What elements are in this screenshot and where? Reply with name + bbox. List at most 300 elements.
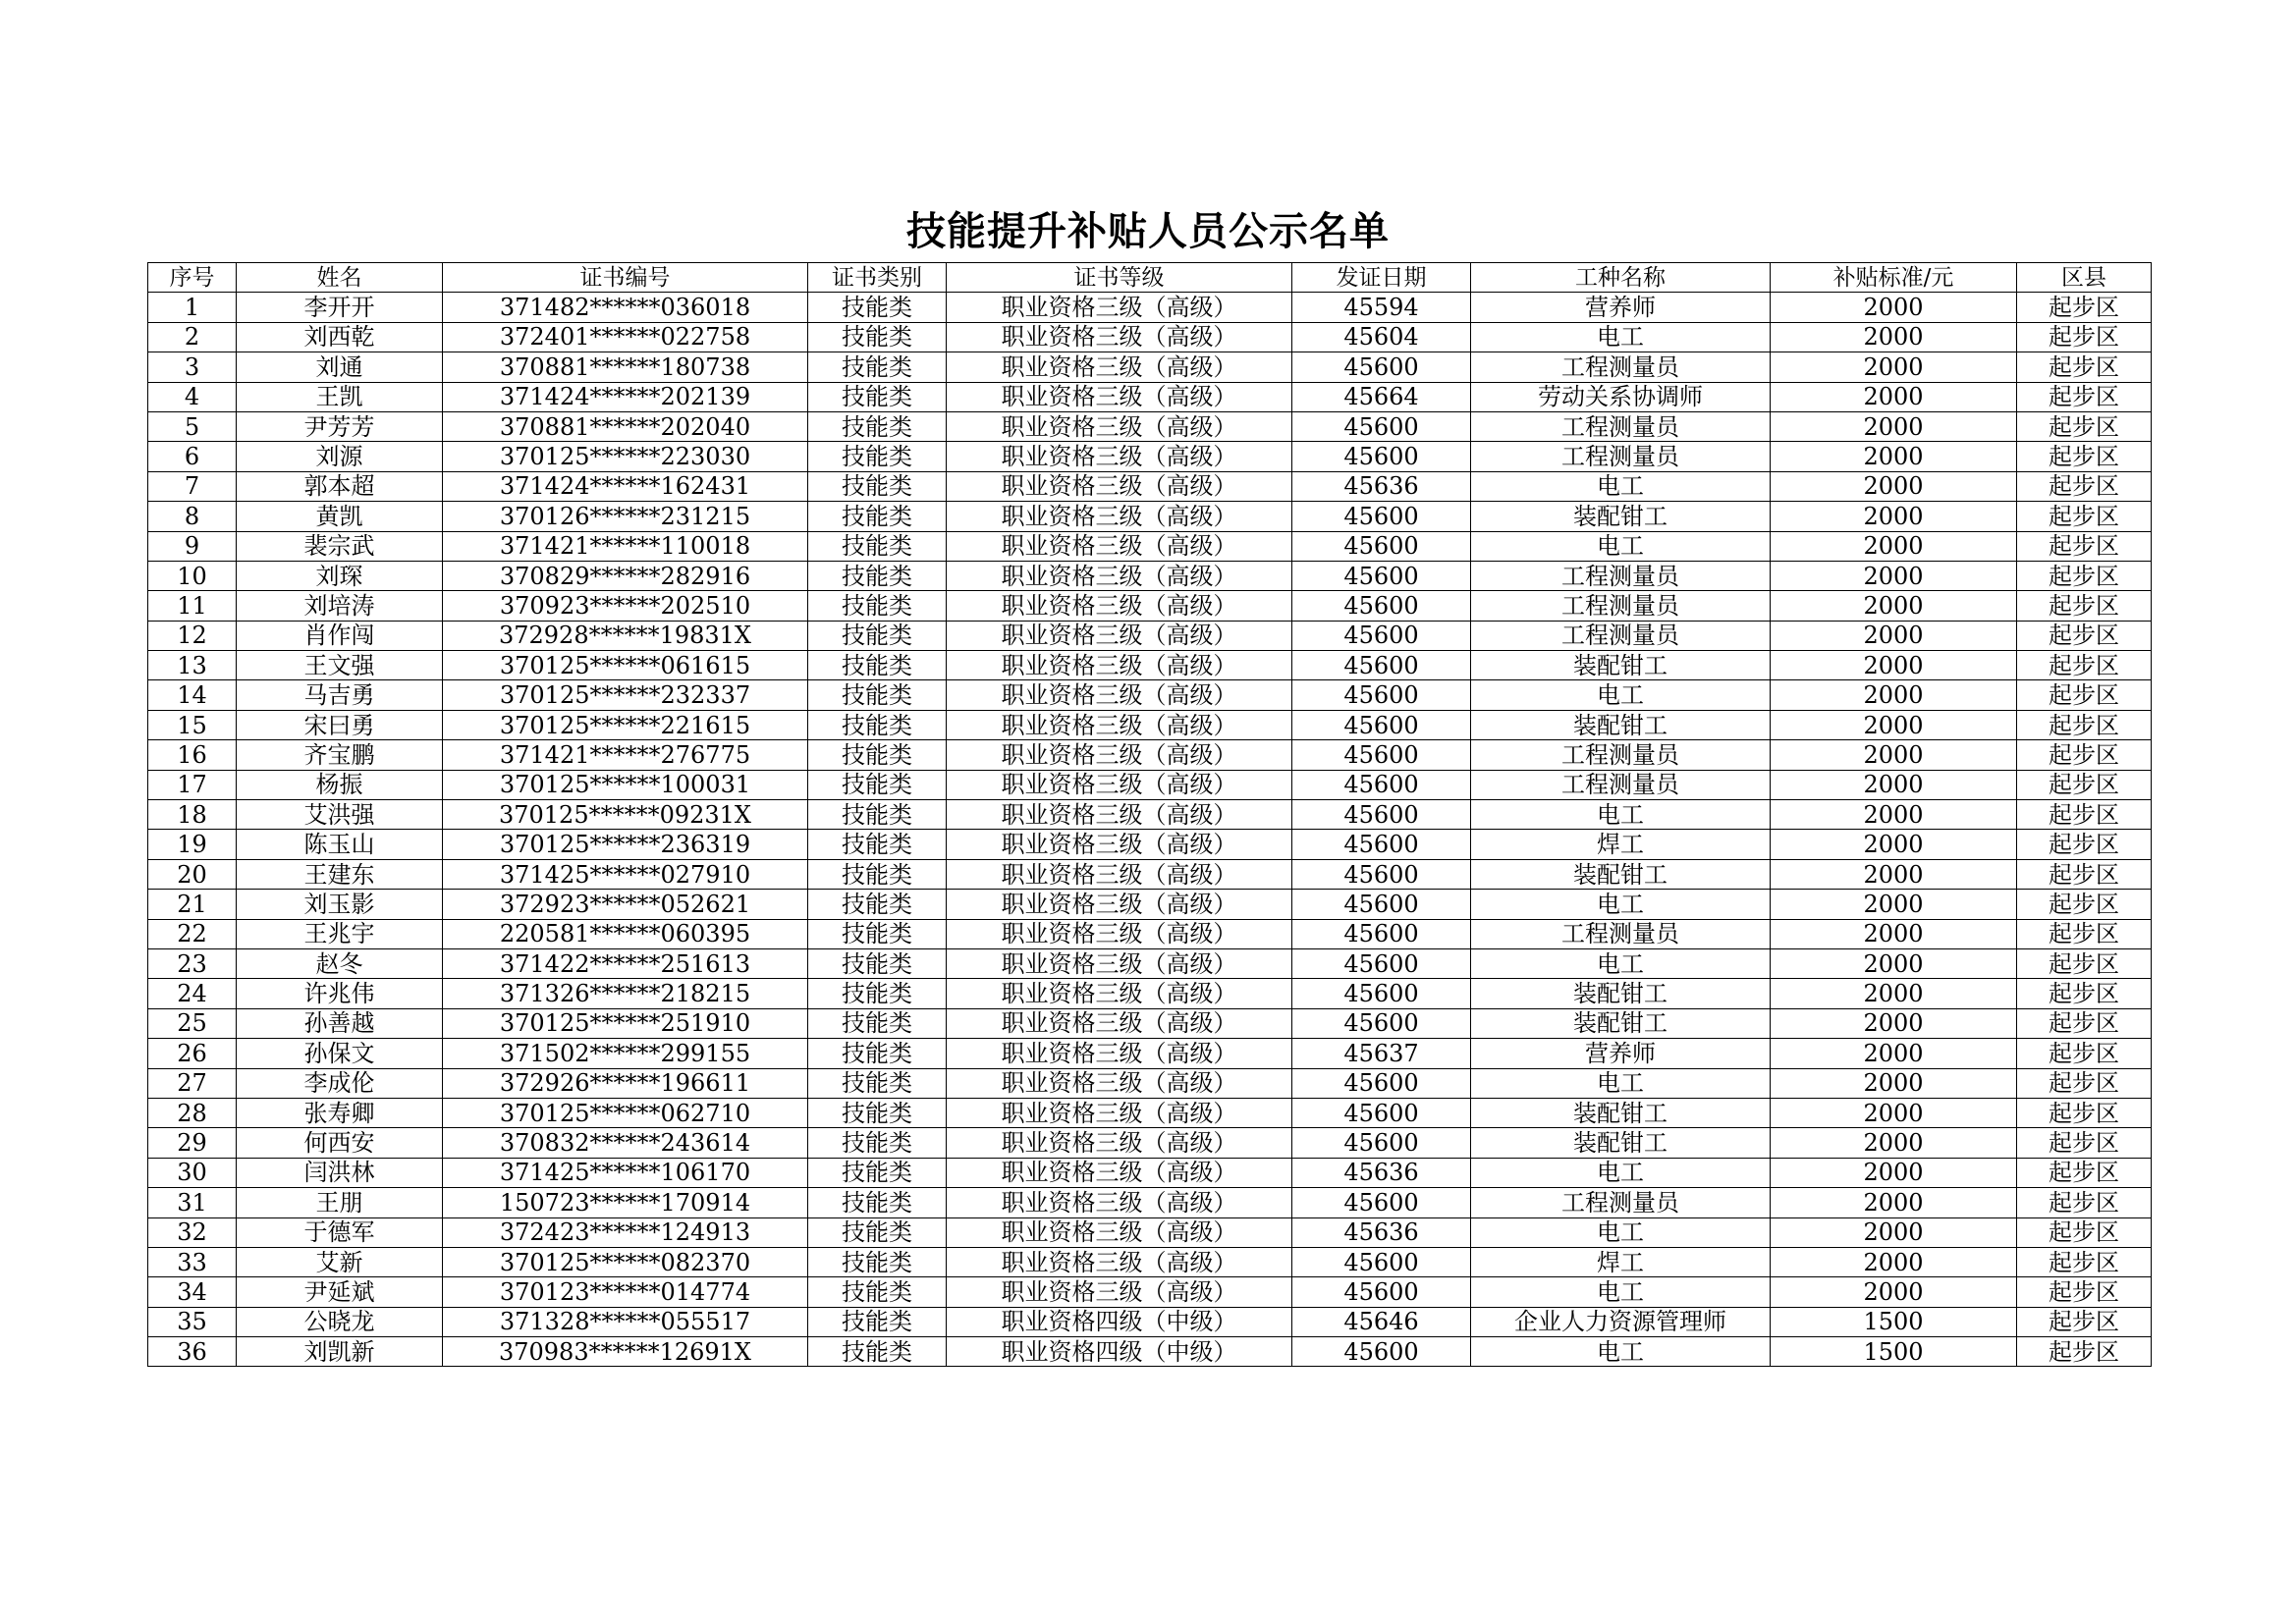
- index-cell: 34: [148, 1277, 237, 1307]
- subsidy-amount-cell: 2000: [1771, 293, 2017, 322]
- index-cell: 20: [148, 859, 237, 889]
- district-cell: 起步区: [2017, 919, 2152, 948]
- index-cell: 4: [148, 382, 237, 411]
- certificate-category-cell: 技能类: [808, 1068, 947, 1098]
- table-row: [148, 979, 2152, 1008]
- certificate-category-cell: 技能类: [808, 293, 947, 322]
- index-cell: 36: [148, 1337, 237, 1367]
- header-certificate-category: 证书类别: [808, 263, 947, 293]
- index-cell: 10: [148, 561, 237, 590]
- district-cell: 起步区: [2017, 979, 2152, 1008]
- subsidy-amount-cell: 2000: [1771, 948, 2017, 978]
- index-cell: 29: [148, 1128, 237, 1158]
- occupation-cell: 营养师: [1471, 293, 1771, 322]
- district-cell: 起步区: [2017, 293, 2152, 322]
- occupation-cell: 装配钳工: [1471, 502, 1771, 531]
- certificate-category-cell: 技能类: [808, 1098, 947, 1127]
- certificate-category-cell: 技能类: [808, 651, 947, 680]
- name-cell: 陈玉山: [237, 830, 443, 859]
- name-cell: 艾新: [237, 1247, 443, 1276]
- subsidy-amount-cell: 2000: [1771, 1217, 2017, 1247]
- district-cell: 起步区: [2017, 830, 2152, 859]
- certificate-number-cell: 371328******055517: [443, 1307, 808, 1336]
- name-cell: 刘通: [237, 352, 443, 382]
- index-cell: 23: [148, 948, 237, 978]
- name-cell: 尹芳芳: [237, 411, 443, 441]
- name-cell: 何西安: [237, 1128, 443, 1158]
- index-cell: 26: [148, 1039, 237, 1068]
- certificate-category-cell: 技能类: [808, 1337, 947, 1367]
- certificate-level-cell: 职业资格三级（高级）: [947, 352, 1292, 382]
- certificate-number-cell: 370832******243614: [443, 1128, 808, 1158]
- certificate-number-cell: 371424******162431: [443, 471, 808, 501]
- index-cell: 30: [148, 1158, 237, 1187]
- occupation-cell: 电工: [1471, 531, 1771, 561]
- certificate-category-cell: 技能类: [808, 1158, 947, 1187]
- certificate-level-cell: 职业资格三级（高级）: [947, 1039, 1292, 1068]
- index-cell: 16: [148, 740, 237, 770]
- certificate-level-cell: 职业资格三级（高级）: [947, 1247, 1292, 1276]
- header-certificate-number: 证书编号: [443, 263, 808, 293]
- issue-date-cell: 45600: [1292, 948, 1471, 978]
- certificate-number-cell: 371482******036018: [443, 293, 808, 322]
- subsidy-amount-cell: 2000: [1771, 740, 2017, 770]
- certificate-category-cell: 技能类: [808, 710, 947, 739]
- table-row: [148, 1039, 2152, 1068]
- district-cell: 起步区: [2017, 890, 2152, 919]
- occupation-cell: 装配钳工: [1471, 979, 1771, 1008]
- certificate-category-cell: 技能类: [808, 561, 947, 590]
- district-cell: 起步区: [2017, 411, 2152, 441]
- subsidy-amount-cell: 2000: [1771, 770, 2017, 799]
- certificate-level-cell: 职业资格三级（高级）: [947, 621, 1292, 650]
- certificate-level-cell: 职业资格三级（高级）: [947, 680, 1292, 710]
- certificate-level-cell: 职业资格三级（高级）: [947, 1158, 1292, 1187]
- certificate-number-cell: 370125******251910: [443, 1008, 808, 1038]
- index-cell: 31: [148, 1188, 237, 1217]
- name-cell: 王凯: [237, 382, 443, 411]
- name-cell: 张寿卿: [237, 1098, 443, 1127]
- index-cell: 19: [148, 830, 237, 859]
- name-cell: 孙善越: [237, 1008, 443, 1038]
- district-cell: 起步区: [2017, 1217, 2152, 1247]
- issue-date-cell: 45600: [1292, 859, 1471, 889]
- occupation-cell: 电工: [1471, 1068, 1771, 1098]
- certificate-level-cell: 职业资格三级（高级）: [947, 293, 1292, 322]
- occupation-cell: 工程测量员: [1471, 621, 1771, 650]
- certificate-category-cell: 技能类: [808, 411, 947, 441]
- district-cell: 起步区: [2017, 1128, 2152, 1158]
- issue-date-cell: 45600: [1292, 1277, 1471, 1307]
- certificate-number-cell: 370125******100031: [443, 770, 808, 799]
- certificate-category-cell: 技能类: [808, 382, 947, 411]
- certificate-number-cell: 371421******276775: [443, 740, 808, 770]
- issue-date-cell: 45600: [1292, 1247, 1471, 1276]
- occupation-cell: 装配钳工: [1471, 651, 1771, 680]
- name-cell: 闫洪林: [237, 1158, 443, 1187]
- index-cell: 21: [148, 890, 237, 919]
- certificate-number-cell: 370125******236319: [443, 830, 808, 859]
- table-row: [148, 1217, 2152, 1247]
- certificate-number-cell: 220581******060395: [443, 919, 808, 948]
- certificate-category-cell: 技能类: [808, 621, 947, 650]
- certificate-category-cell: 技能类: [808, 442, 947, 471]
- name-cell: 刘玉影: [237, 890, 443, 919]
- certificate-level-cell: 职业资格三级（高级）: [947, 411, 1292, 441]
- certificate-category-cell: 技能类: [808, 1217, 947, 1247]
- certificate-category-cell: 技能类: [808, 919, 947, 948]
- table-row: [148, 322, 2152, 352]
- subsidy-amount-cell: 2000: [1771, 1008, 2017, 1038]
- name-cell: 孙保文: [237, 1039, 443, 1068]
- table-row: [148, 1098, 2152, 1127]
- certificate-level-cell: 职业资格三级（高级）: [947, 1098, 1292, 1127]
- certificate-level-cell: 职业资格三级（高级）: [947, 710, 1292, 739]
- name-cell: 许兆伟: [237, 979, 443, 1008]
- district-cell: 起步区: [2017, 859, 2152, 889]
- name-cell: 刘西乾: [237, 322, 443, 352]
- subsidy-amount-cell: 2000: [1771, 1158, 2017, 1187]
- occupation-cell: 营养师: [1471, 1039, 1771, 1068]
- issue-date-cell: 45600: [1292, 561, 1471, 590]
- table-row: [148, 830, 2152, 859]
- occupation-cell: 工程测量员: [1471, 591, 1771, 621]
- certificate-number-cell: 370125******232337: [443, 680, 808, 710]
- table-row: [148, 680, 2152, 710]
- certificate-category-cell: 技能类: [808, 1188, 947, 1217]
- issue-date-cell: 45636: [1292, 471, 1471, 501]
- certificate-level-cell: 职业资格三级（高级）: [947, 471, 1292, 501]
- table-row: [148, 859, 2152, 889]
- issue-date-cell: 45600: [1292, 800, 1471, 830]
- district-cell: 起步区: [2017, 442, 2152, 471]
- occupation-cell: 工程测量员: [1471, 411, 1771, 441]
- certificate-number-cell: 372401******022758: [443, 322, 808, 352]
- occupation-cell: 电工: [1471, 948, 1771, 978]
- subsidy-amount-cell: 2000: [1771, 322, 2017, 352]
- occupation-cell: 装配钳工: [1471, 1128, 1771, 1158]
- certificate-number-cell: 372423******124913: [443, 1217, 808, 1247]
- certificate-category-cell: 技能类: [808, 1039, 947, 1068]
- certificate-category-cell: 技能类: [808, 322, 947, 352]
- issue-date-cell: 45600: [1292, 1008, 1471, 1038]
- index-cell: 13: [148, 651, 237, 680]
- table-row: [148, 442, 2152, 471]
- header-occupation: 工种名称: [1471, 263, 1771, 293]
- certificate-number-cell: 370881******202040: [443, 411, 808, 441]
- index-cell: 28: [148, 1098, 237, 1127]
- table-body: [148, 293, 2152, 1367]
- occupation-cell: 工程测量员: [1471, 770, 1771, 799]
- certificate-number-cell: 370125******223030: [443, 442, 808, 471]
- issue-date-cell: 45604: [1292, 322, 1471, 352]
- issue-date-cell: 45600: [1292, 740, 1471, 770]
- occupation-cell: 电工: [1471, 800, 1771, 830]
- district-cell: 起步区: [2017, 1188, 2152, 1217]
- header-index: 序号: [148, 263, 237, 293]
- name-cell: 齐宝鹏: [237, 740, 443, 770]
- certificate-level-cell: 职业资格四级（中级）: [947, 1307, 1292, 1336]
- table-row: [148, 948, 2152, 978]
- name-cell: 李开开: [237, 293, 443, 322]
- certificate-category-cell: 技能类: [808, 1277, 947, 1307]
- index-cell: 5: [148, 411, 237, 441]
- certificate-number-cell: 371424******202139: [443, 382, 808, 411]
- occupation-cell: 电工: [1471, 322, 1771, 352]
- name-cell: 赵冬: [237, 948, 443, 978]
- certificate-number-cell: 372926******196611: [443, 1068, 808, 1098]
- name-cell: 郭本超: [237, 471, 443, 501]
- certificate-number-cell: 370125******221615: [443, 710, 808, 739]
- occupation-cell: 焊工: [1471, 830, 1771, 859]
- subsidy-amount-cell: 2000: [1771, 591, 2017, 621]
- certificate-category-cell: 技能类: [808, 740, 947, 770]
- subsidy-amount-cell: 2000: [1771, 561, 2017, 590]
- certificate-number-cell: 370881******180738: [443, 352, 808, 382]
- name-cell: 王建东: [237, 859, 443, 889]
- occupation-cell: 电工: [1471, 1158, 1771, 1187]
- certificate-number-cell: 150723******170914: [443, 1188, 808, 1217]
- certificate-category-cell: 技能类: [808, 770, 947, 799]
- table-row: [148, 1158, 2152, 1187]
- district-cell: 起步区: [2017, 710, 2152, 739]
- certificate-level-cell: 职业资格三级（高级）: [947, 1277, 1292, 1307]
- district-cell: 起步区: [2017, 1158, 2152, 1187]
- name-cell: 杨振: [237, 770, 443, 799]
- table-row: [148, 561, 2152, 590]
- issue-date-cell: 45600: [1292, 531, 1471, 561]
- subsidy-amount-cell: 1500: [1771, 1337, 2017, 1367]
- table-header-row: [148, 263, 2152, 293]
- table-row: [148, 770, 2152, 799]
- issue-date-cell: 45664: [1292, 382, 1471, 411]
- subsidy-amount-cell: 2000: [1771, 859, 2017, 889]
- subsidy-amount-cell: 2000: [1771, 919, 2017, 948]
- occupation-cell: 电工: [1471, 890, 1771, 919]
- subsidy-amount-cell: 2000: [1771, 1098, 2017, 1127]
- certificate-level-cell: 职业资格三级（高级）: [947, 531, 1292, 561]
- occupation-cell: 焊工: [1471, 1247, 1771, 1276]
- issue-date-cell: 45637: [1292, 1039, 1471, 1068]
- certificate-number-cell: 370125******062710: [443, 1098, 808, 1127]
- index-cell: 17: [148, 770, 237, 799]
- name-cell: 宋曰勇: [237, 710, 443, 739]
- issue-date-cell: 45600: [1292, 591, 1471, 621]
- certificate-level-cell: 职业资格三级（高级）: [947, 1217, 1292, 1247]
- district-cell: 起步区: [2017, 1098, 2152, 1127]
- occupation-cell: 工程测量员: [1471, 919, 1771, 948]
- subsidy-amount-cell: 2000: [1771, 411, 2017, 441]
- table-row: [148, 1068, 2152, 1098]
- table-row: [148, 1277, 2152, 1307]
- table-row: [148, 890, 2152, 919]
- issue-date-cell: 45600: [1292, 979, 1471, 1008]
- table-row: [148, 531, 2152, 561]
- table-row: [148, 710, 2152, 739]
- name-cell: 刘源: [237, 442, 443, 471]
- occupation-cell: 电工: [1471, 680, 1771, 710]
- district-cell: 起步区: [2017, 1039, 2152, 1068]
- certificate-level-cell: 职业资格三级（高级）: [947, 979, 1292, 1008]
- table-row: [148, 740, 2152, 770]
- name-cell: 马吉勇: [237, 680, 443, 710]
- certificate-number-cell: 370829******282916: [443, 561, 808, 590]
- table-row: [148, 651, 2152, 680]
- district-cell: 起步区: [2017, 651, 2152, 680]
- table-row: [148, 591, 2152, 621]
- name-cell: 尹延斌: [237, 1277, 443, 1307]
- subsidy-amount-cell: 2000: [1771, 442, 2017, 471]
- district-cell: 起步区: [2017, 680, 2152, 710]
- index-cell: 11: [148, 591, 237, 621]
- index-cell: 14: [148, 680, 237, 710]
- certificate-level-cell: 职业资格四级（中级）: [947, 1337, 1292, 1367]
- certificate-number-cell: 371425******027910: [443, 859, 808, 889]
- certificate-category-cell: 技能类: [808, 680, 947, 710]
- certificate-level-cell: 职业资格三级（高级）: [947, 859, 1292, 889]
- subsidy-amount-cell: 2000: [1771, 890, 2017, 919]
- index-cell: 24: [148, 979, 237, 1008]
- header-subsidy-amount: 补贴标准/元: [1771, 263, 2017, 293]
- certificate-level-cell: 职业资格三级（高级）: [947, 830, 1292, 859]
- district-cell: 起步区: [2017, 531, 2152, 561]
- header-issue-date: 发证日期: [1292, 263, 1471, 293]
- name-cell: 王朋: [237, 1188, 443, 1217]
- district-cell: 起步区: [2017, 1277, 2152, 1307]
- certificate-category-cell: 技能类: [808, 979, 947, 1008]
- subsidy-amount-cell: 2000: [1771, 1039, 2017, 1068]
- certificate-number-cell: 371422******251613: [443, 948, 808, 978]
- certificate-number-cell: 370125******082370: [443, 1247, 808, 1276]
- occupation-cell: 工程测量员: [1471, 442, 1771, 471]
- name-cell: 裴宗武: [237, 531, 443, 561]
- subsidy-amount-cell: 2000: [1771, 651, 2017, 680]
- index-cell: 7: [148, 471, 237, 501]
- certificate-level-cell: 职业资格三级（高级）: [947, 561, 1292, 590]
- name-cell: 刘培涛: [237, 591, 443, 621]
- index-cell: 12: [148, 621, 237, 650]
- certificate-category-cell: 技能类: [808, 1247, 947, 1276]
- name-cell: 肖作闯: [237, 621, 443, 650]
- subsidy-amount-cell: 2000: [1771, 710, 2017, 739]
- issue-date-cell: 45600: [1292, 830, 1471, 859]
- certificate-level-cell: 职业资格三级（高级）: [947, 1128, 1292, 1158]
- table-row: [148, 352, 2152, 382]
- name-cell: 刘凯新: [237, 1337, 443, 1367]
- district-cell: 起步区: [2017, 800, 2152, 830]
- certificate-category-cell: 技能类: [808, 830, 947, 859]
- name-cell: 公晓龙: [237, 1307, 443, 1336]
- district-cell: 起步区: [2017, 591, 2152, 621]
- certificate-category-cell: 技能类: [808, 859, 947, 889]
- index-cell: 22: [148, 919, 237, 948]
- subsidy-amount-cell: 2000: [1771, 352, 2017, 382]
- certificate-level-cell: 职业资格三级（高级）: [947, 442, 1292, 471]
- index-cell: 25: [148, 1008, 237, 1038]
- certificate-number-cell: 371326******218215: [443, 979, 808, 1008]
- certificate-level-cell: 职业资格三级（高级）: [947, 770, 1292, 799]
- index-cell: 35: [148, 1307, 237, 1336]
- certificate-level-cell: 职业资格三级（高级）: [947, 1068, 1292, 1098]
- index-cell: 3: [148, 352, 237, 382]
- header-certificate-level: 证书等级: [947, 263, 1292, 293]
- document-title: 技能提升补贴人员公示名单: [906, 209, 1390, 254]
- occupation-cell: 工程测量员: [1471, 352, 1771, 382]
- certificate-level-cell: 职业资格三级（高级）: [947, 1188, 1292, 1217]
- certificate-category-cell: 技能类: [808, 471, 947, 501]
- issue-date-cell: 45600: [1292, 1128, 1471, 1158]
- name-cell: 艾洪强: [237, 800, 443, 830]
- index-cell: 33: [148, 1247, 237, 1276]
- certificate-level-cell: 职业资格三级（高级）: [947, 382, 1292, 411]
- subsidy-amount-cell: 2000: [1771, 471, 2017, 501]
- subsidy-amount-cell: 2000: [1771, 621, 2017, 650]
- occupation-cell: 电工: [1471, 1217, 1771, 1247]
- certificate-number-cell: 372928******19831X: [443, 621, 808, 650]
- certificate-level-cell: 职业资格三级（高级）: [947, 1008, 1292, 1038]
- issue-date-cell: 45600: [1292, 890, 1471, 919]
- district-cell: 起步区: [2017, 382, 2152, 411]
- table-row: [148, 919, 2152, 948]
- subsidy-amount-cell: 2000: [1771, 680, 2017, 710]
- certificate-category-cell: 技能类: [808, 1008, 947, 1038]
- occupation-cell: 装配钳工: [1471, 710, 1771, 739]
- table-row: [148, 1188, 2152, 1217]
- certificate-number-cell: 370125******09231X: [443, 800, 808, 830]
- certificate-level-cell: 职业资格三级（高级）: [947, 800, 1292, 830]
- issue-date-cell: 45600: [1292, 621, 1471, 650]
- occupation-cell: 电工: [1471, 471, 1771, 501]
- certificate-number-cell: 370983******12691X: [443, 1337, 808, 1367]
- district-cell: 起步区: [2017, 770, 2152, 799]
- name-cell: 黄凯: [237, 502, 443, 531]
- certificate-category-cell: 技能类: [808, 502, 947, 531]
- index-cell: 32: [148, 1217, 237, 1247]
- certificate-category-cell: 技能类: [808, 948, 947, 978]
- issue-date-cell: 45646: [1292, 1307, 1471, 1336]
- index-cell: 18: [148, 800, 237, 830]
- subsidy-amount-cell: 2000: [1771, 502, 2017, 531]
- certificate-level-cell: 职业资格三级（高级）: [947, 948, 1292, 978]
- issue-date-cell: 45600: [1292, 680, 1471, 710]
- table-row: [148, 621, 2152, 650]
- issue-date-cell: 45600: [1292, 710, 1471, 739]
- issue-date-cell: 45600: [1292, 442, 1471, 471]
- district-cell: 起步区: [2017, 1008, 2152, 1038]
- district-cell: 起步区: [2017, 1247, 2152, 1276]
- occupation-cell: 工程测量员: [1471, 561, 1771, 590]
- name-cell: 李成伦: [237, 1068, 443, 1098]
- occupation-cell: 装配钳工: [1471, 1008, 1771, 1038]
- table-row: [148, 382, 2152, 411]
- certificate-category-cell: 技能类: [808, 531, 947, 561]
- table-row: [148, 1128, 2152, 1158]
- issue-date-cell: 45600: [1292, 1098, 1471, 1127]
- certificate-category-cell: 技能类: [808, 1128, 947, 1158]
- subsidy-amount-cell: 2000: [1771, 1188, 2017, 1217]
- subsidy-amount-cell: 2000: [1771, 1068, 2017, 1098]
- subsidy-amount-cell: 2000: [1771, 1128, 2017, 1158]
- certificate-level-cell: 职业资格三级（高级）: [947, 502, 1292, 531]
- certificate-level-cell: 职业资格三级（高级）: [947, 740, 1292, 770]
- certificate-category-cell: 技能类: [808, 890, 947, 919]
- issue-date-cell: 45600: [1292, 352, 1471, 382]
- certificate-level-cell: 职业资格三级（高级）: [947, 890, 1292, 919]
- occupation-cell: 企业人力资源管理师: [1471, 1307, 1771, 1336]
- certificate-category-cell: 技能类: [808, 1307, 947, 1336]
- issue-date-cell: 45636: [1292, 1158, 1471, 1187]
- table-row: [148, 502, 2152, 531]
